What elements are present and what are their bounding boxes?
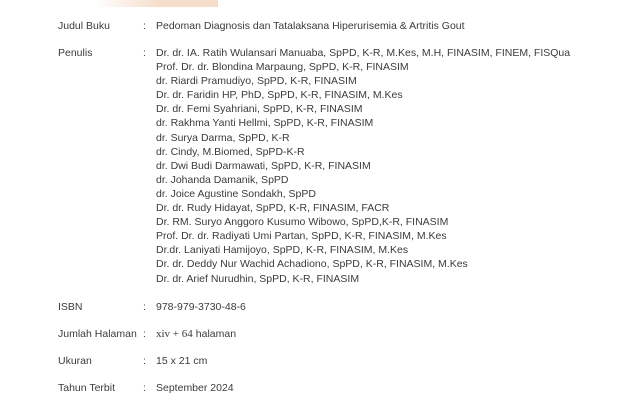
field-ukuran [58, 354, 207, 368]
tahun-terbit-value: September 2024 [156, 382, 234, 394]
author-line: Dr. dr. IA. Ratih Wulansari Manuaba, SpPD, K-R, M.Kes, M.H, FINASIM, FINEM, FISQua [156, 47, 571, 59]
author-line: dr. Cindy, M.Biomed, SpPD-K-R [156, 145, 305, 158]
field-separator: : [143, 328, 146, 340]
field-separator: : [143, 382, 146, 394]
ukuran-label: Ukuran [58, 355, 92, 367]
field-separator: : [143, 301, 146, 313]
field-tahun-terbit [58, 381, 234, 395]
author-line: dr. Johanda Damanik, SpPD [156, 173, 289, 186]
tahun-terbit-label: Tahun Terbit [58, 382, 116, 394]
penulis-label: Penulis [58, 47, 93, 59]
author-line: dr. Riardi Pramudiyo, SpPD, K-R, FINASIM [156, 75, 357, 88]
judul-buku-label: Judul Buku [58, 20, 110, 32]
field-penulis [58, 46, 570, 286]
page-count-suffix: halaman [195, 328, 237, 340]
author-list [156, 46, 570, 286]
author-line: Prof. Dr. dr. Radiyati Umi Partan, SpPD, K-R, FINASIM, M.Kes [156, 230, 447, 243]
field-isbn [58, 300, 246, 314]
author-line: dr. Rakhma Yanti Hellmi, SpPD, K-R, FINASIM [156, 117, 374, 130]
author-line: Prof. Dr. dr. Blondina Marpaung, SpPD, K-R, FINASIM [156, 61, 409, 74]
jumlah-halaman-label: Jumlah Halaman [58, 328, 137, 340]
author-line: Dr.dr. Laniyati Hamijoyo, SpPD, K-R, FINASIM, M.Kes [156, 244, 409, 257]
author-line: dr. Joice Agustine Sondakh, SpPD [156, 187, 316, 200]
field-separator: : [143, 47, 146, 59]
field-separator: : [143, 20, 146, 32]
field-separator: : [143, 355, 146, 367]
author-line: Dr. dr. Faridin HP, PhD, SpPD, K-R, FINASIM, M.Kes [156, 89, 403, 102]
author-line: dr. Dwi Budi Darmawati, SpPD, K-R, FINASIM [156, 159, 371, 172]
author-line: Dr. dr. Deddy Nur Wachid Achadiono, SpPD, K-R, FINASIM, M.Kes [156, 258, 468, 271]
jumlah-halaman-value [156, 327, 236, 341]
ukuran-value: 15 x 21 cm [156, 355, 208, 367]
isbn-value: 978-979-3730-48-6 [156, 301, 246, 313]
judul-buku-value: Pedoman Diagnosis dan Tatalaksana Hiperurisemia & Artritis Gout [156, 20, 465, 32]
author-line: Dr. RM. Suryo Anggoro Kusumo Wibowo, SpPD,K-R, FINASIM [156, 216, 449, 229]
header-accent-bar [95, 0, 218, 7]
page-count-roman-arabic: xiv + 64 [156, 328, 193, 340]
author-line: dr. Surya Darma, SpPD, K-R [156, 131, 290, 144]
author-line: Dr. dr. Rudy Hidayat, SpPD, K-R, FINASIM, FACR [156, 202, 390, 215]
author-line: Dr. dr. Arief Nurudhin, SpPD, K-R, FINASIM [156, 272, 360, 285]
isbn-label: ISBN [58, 301, 83, 313]
author-line: Dr. dr. Femi Syahriani, SpPD, K-R, FINASIM [156, 103, 363, 116]
field-judul-buku [58, 19, 465, 33]
field-jumlah-halaman [58, 327, 236, 341]
